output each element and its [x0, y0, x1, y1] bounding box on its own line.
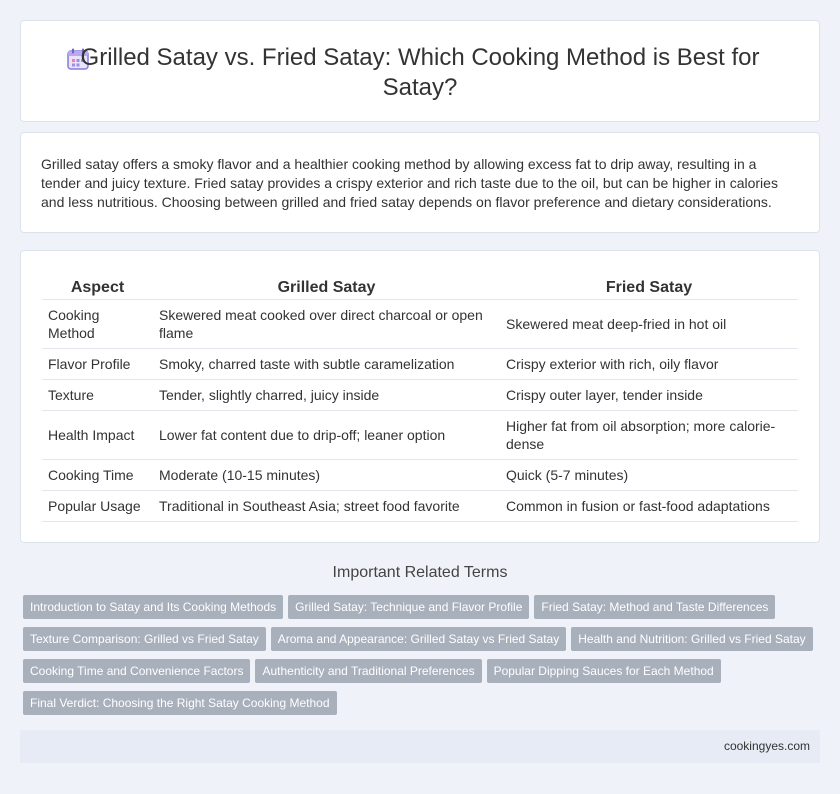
table-cell-aspect: Cooking Time: [42, 460, 153, 491]
table-cell-aspect: Texture: [42, 380, 153, 411]
comparison-table: [42, 275, 798, 522]
table-cell-grilled: Smoky, charred taste with subtle caramelization: [153, 349, 500, 380]
table-cell-fried: Quick (5-7 minutes): [500, 460, 798, 491]
related-term-tag[interactable]: Texture Comparison: Grilled vs Fried Satay: [23, 627, 266, 651]
table-row: [42, 300, 798, 349]
footer: [20, 730, 820, 763]
table-cell-grilled: Skewered meat cooked over direct charcoal or open flame: [153, 300, 500, 349]
related-term-tag[interactable]: Health and Nutrition: Grilled vs Fried Satay: [571, 627, 812, 651]
table-row: [42, 349, 798, 380]
title-card: [20, 20, 820, 122]
table-cell-aspect: Cooking Method: [42, 300, 153, 349]
related-term-tag[interactable]: Fried Satay: Method and Taste Differences: [534, 595, 775, 619]
table-cell-aspect: Flavor Profile: [42, 349, 153, 380]
page-title: Grilled Satay vs. Fried Satay: Which Cooking Method is Best for Satay?: [80, 44, 760, 101]
table-header-row: [42, 275, 798, 300]
related-term-tag[interactable]: Aroma and Appearance: Grilled Satay vs Fried Satay: [271, 627, 566, 651]
table-cell-grilled: Moderate (10-15 minutes): [153, 460, 500, 491]
table-row: [42, 460, 798, 491]
table-cell-aspect: Health Impact: [42, 411, 153, 460]
column-header-aspect: Aspect: [42, 275, 153, 300]
table-cell-fried: Common in fusion or fast-food adaptations: [500, 491, 798, 522]
related-term-tag[interactable]: Popular Dipping Sauces for Each Method: [487, 659, 721, 683]
table-cell-grilled: Traditional in Southeast Asia; street food favorite: [153, 491, 500, 522]
table-row: [42, 411, 798, 460]
related-term-tag[interactable]: Introduction to Satay and Its Cooking Methods: [23, 595, 283, 619]
related-terms-heading: Important Related Terms: [332, 564, 508, 581]
related-term-tag[interactable]: Final Verdict: Choosing the Right Satay Cooking Method: [23, 691, 337, 715]
table-cell-grilled: Lower fat content due to drip-off; leaner option: [153, 411, 500, 460]
related-term-tag[interactable]: Cooking Time and Convenience Factors: [23, 659, 250, 683]
table-row: [42, 380, 798, 411]
table-cell-fried: Skewered meat deep-fried in hot oil: [500, 300, 798, 349]
related-term-tag[interactable]: Authenticity and Traditional Preferences: [255, 659, 481, 683]
column-header-grilled: Grilled Satay: [153, 275, 500, 300]
table-cell-aspect: Popular Usage: [42, 491, 153, 522]
comparison-table-card: [20, 250, 820, 543]
footer-site-link[interactable]: cookingyes.com: [723, 739, 810, 753]
table-row: [42, 491, 798, 522]
column-header-fried: Fried Satay: [500, 275, 798, 300]
table-cell-fried: Crispy outer layer, tender inside: [500, 380, 798, 411]
related-term-tag[interactable]: Grilled Satay: Technique and Flavor Profile: [288, 595, 529, 619]
intro-card: [20, 132, 820, 233]
intro-paragraph: Grilled satay offers a smoky flavor and a healthier cooking method by allowing excess fat to drip away, resulting in a tender and juicy texture. Fried satay provides a crispy exterior and rich taste due to the oil, but can be higher in calories and less nutritious. Choosing between grilled and fried satay depends on flavor preference and dietary considerations.: [41, 156, 778, 210]
table-cell-fried: Crispy exterior with rich, oily flavor: [500, 349, 798, 380]
related-terms-list: [23, 595, 823, 723]
table-cell-grilled: Tender, slightly charred, juicy inside: [153, 380, 500, 411]
table-cell-fried: Higher fat from oil absorption; more calorie-dense: [500, 411, 798, 460]
